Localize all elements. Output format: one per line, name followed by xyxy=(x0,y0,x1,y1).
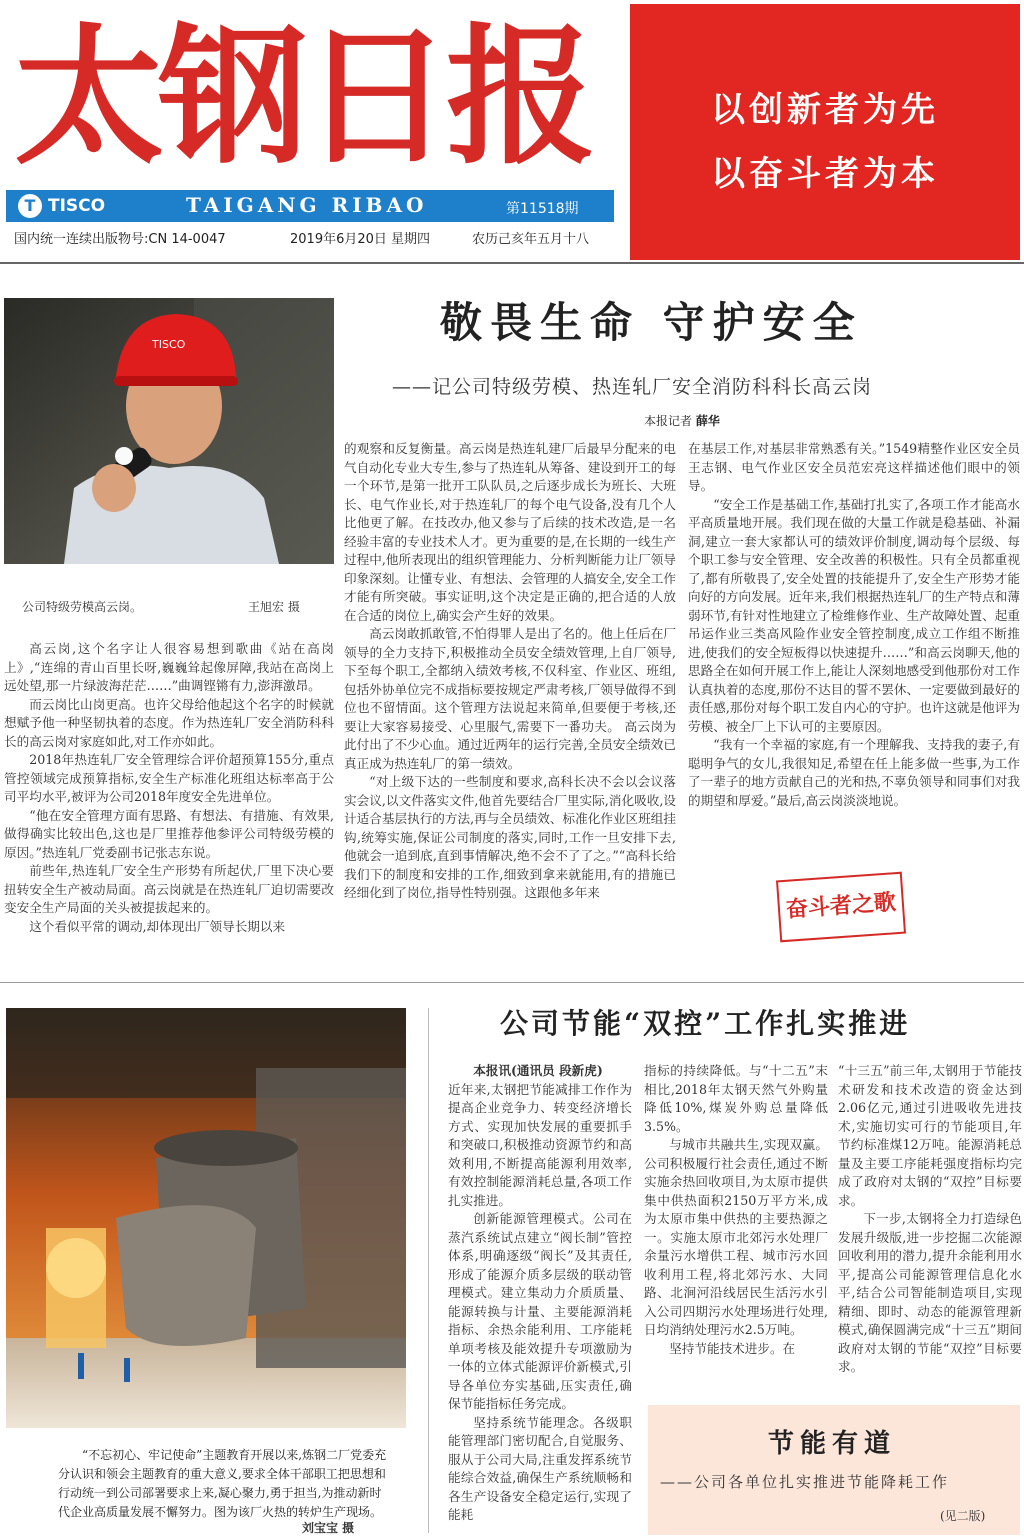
issue-number: 第11518期 xyxy=(506,201,579,217)
furnace-caption: “不忘初心、牢记使命”主题教育开展以来,炼钢二厂党委充分认识和领会主题教育的重大意义,要求全体干部职工把思想和行动统一到公司部署要求上来,凝心聚力,勇于担当,为推动新时代企业高质量发展不懈努力。图为该厂火热的转炉生产现场。 xyxy=(58,1448,387,1519)
paragraph: 高云岗敢抓敢管,不怕得罪人是出了名的。他上任后在厂领导的全力支持下,积极推动全员安全绩效管理,上自厂领导,下至每个职工,全都纳入绩效考核,不仅科室、作业区、班组,包括外协单位完不成指标要按规定严肃考核,厂领导做得不到位也不留情面。这个管理方法说起来简单,但要便于考核,还要让大家容易接受、心里服气,需要下一番功夫。 高云岗为此付出了不少心血。通过近两年的运行完善,全员安全绩效已真正成为热连轧厂的第一绩效。 xyxy=(344,626,676,771)
lead-label: 本报讯 xyxy=(473,1063,511,1078)
paragraph: 创新能源管理模式。公司在蒸汽系统试点建立“阀长制”管控体系,明确逐级“阀长”及其责任,形成了能源介质多层级的联动管理模式。建立集动力介质质量、能源转换与计量、主要能源消耗指标、余热余能利用、工序能耗单项考核及能效提升专项激励为一体的立体式能源评价新模式,引导各单位夯实基础,压实责任,确保节能指标任务完成。 xyxy=(448,1211,632,1411)
furnace-credit: 刘宝宝 摄 xyxy=(302,1521,355,1535)
publication-date: 2019年6月20日 星期四 xyxy=(290,232,431,247)
paragraph: “安全工作是基础工作,基础打扎实了,各项工作才能高水平高质量地开展。我们现在做的大量工作就是稳基础、补漏洞,建立一套大家都认可的绩效评价制度,调动每个层级、每个职工参与安全管理、安全改善的积极性。只有全员都重视了,都有所敬畏了,安全处置的技能提升了,安全生产形势才能向好的方向发展。近年来,我们根据热连轧厂的生产特点和薄弱环节,有针对性地建立了检维修作业、生产故障处置、起重吊运作业三类高风险作业安全管控制度,成立工作组不断推进,使我们的安全短板得以快速提升……”和高云岗聊天,他的思路全在如何开展工作上,能让人深刻地感受到他那份对工作认真执着的态度,那份不达目的誓不罢休、一定要做到最好的责任感,那份对每个职工发自内心的守护。也许这就是他评为劳模、被全厂上下认可的主要原因。 xyxy=(688,496,1020,734)
tisco-logo-icon: T xyxy=(18,194,42,218)
article1-column-1 xyxy=(4,640,334,960)
publication-info xyxy=(14,228,614,248)
paragraph: “他在安全管理方面有思路、有想法、有措施、有效果,做得确实比较出色,这也是厂里推荐他参评公司特级劳模的原因。”热连轧厂党委副书记张志东说。 xyxy=(4,807,334,860)
paragraph: 坚持节能技术进步。在 xyxy=(669,1340,796,1356)
paragraph: 的观察和反复衡量。高云岗是热连轧建厂后最早分配来的电气自动化专业大专生,参与了热连轧从筹备、建设到开工的每一个环节,是第一批开工队队员,之后逐步成长为班长、大班长、电气作业长,对于热连轧厂的每个电气设备,没有几个人比他更了解。在技改办,他又参与了后续的技术改造,是一名经验丰富的专业技术人才。更为重要的是,在长期的一线生产过程中,他所表现出的组织管理能力、分析判断能力让厂领导印象深刻。让懂专业、有想法、会管理的人搞安全,安全工作才能有所突破。事实证明,这个决定是正确的,把合适的人放在合适的岗位上,确实会产生好的效果。 xyxy=(344,441,676,623)
tisco-logo-text: TISCO xyxy=(48,196,106,216)
masthead-bar xyxy=(6,190,614,222)
furnace-photo xyxy=(6,1008,406,1428)
paragraph: “对上级下达的一些制度和要求,高科长决不会以会议落实会议,以文件落实文件,他首先要结合厂里实际,消化吸收,设计适合基层执行的方法,再与全员绩效、标准化作业区班组挂钩,统筹实施,保证公司制度的落实,同时,工作一旦安排下去,他就会一追到底,直到事情解决,绝不会不了了之。”“高科长给我们下的制度和安排的工作,细致到拿来就能用,有的措施已经细化到了岗位,指导性特别强。这跟他多年来 xyxy=(344,774,676,900)
article2-title: 公司节能“双控”工作扎实推进 xyxy=(500,1007,911,1040)
byline-label: 本报记者 xyxy=(644,414,693,428)
byline-name: 薛华 xyxy=(695,414,720,428)
masthead-divider xyxy=(0,262,1024,264)
slogan-box xyxy=(630,4,1020,260)
paragraph: 在基层工作,对基层非常熟悉有关。”1549精整作业区安全员王志钢、电气作业区安全员范宏亮这样描述他们眼中的领导。 xyxy=(688,441,1020,493)
slogan-line-1: 以创新者为先 xyxy=(711,90,939,130)
tisco-logo xyxy=(18,192,105,220)
lunar-date: 农历己亥年五月十八 xyxy=(472,232,590,247)
newspaper-title: 太钢日报 xyxy=(14,9,591,185)
promo-subtitle: ——公司各单位扎实推进节能降耗工作 xyxy=(660,1473,950,1491)
portrait-credit: 王旭宏 摄 xyxy=(248,600,300,614)
article2-column-3 xyxy=(838,1062,1022,1392)
paragraph: 近年来,太钢把节能减排工作作为提高企业竞争力、转变经济增长方式、实现加快发展的重要抓手和突破口,积极推动资源节约和高效利用,不断提高能源利用效率,有效控制能源消耗总量,各项工作扎实推进。 xyxy=(448,1081,632,1208)
lead-line xyxy=(448,1062,632,1081)
column-stamp: 奋斗者之歌 xyxy=(776,872,906,943)
paragraph: 这个看似平常的调动,却体现出厂领导长期以来 xyxy=(29,918,286,934)
paragraph: 与城市共融共生,实现双赢。公司积极履行社会责任,通过不断实施余热回收项目,为太原市提供集中供热面积2150万平方米,成为太原市集中供热的主要热源之一。实施太原市北郊污水处理厂余量污水增供工程、城市污水回收利用工程,将北郊污水、大同路、北涧河沿线居民生活污水引入公司四期污水处理场进行处理,日均消纳处理污水2.5万吨。 xyxy=(644,1137,828,1337)
article1-column-3 xyxy=(688,440,1020,860)
svg-text:TISCO: TISCO xyxy=(152,338,186,351)
paragraph: 指标的持续降低。与“十二五”末相比,2018年太钢天然气外购量降低10%,煤炭外购总量降低3.5%。 xyxy=(644,1063,828,1134)
promo-page-ref[interactable]: (见二版) xyxy=(940,1509,986,1523)
paragraph: 而云岗比山岗更高。也许父母给他起这个名字的时候就想赋予他一种坚韧执着的态度。作为热连轧厂安全消防科科长的高云岗对家庭如此,对工作亦如此。 xyxy=(4,696,334,749)
promo-title: 节能有道 xyxy=(768,1429,897,1459)
article2-column-1 xyxy=(448,1062,632,1536)
article1-title: 敬畏生命 守护安全 xyxy=(440,298,863,347)
article1-byline xyxy=(644,412,720,429)
article1-column-2 xyxy=(344,440,676,960)
paragraph: “十三五”前三年,太钢用于节能技术研发和技术改造的资金达到2.06亿元,通过引进吸收先进技术,实施切实可行的节能项目,年节约标准煤12万吨。能源消耗总量及主要工序能耗强度指标均完成了政府对太钢的“双控”目标要求。 xyxy=(838,1063,1022,1208)
portrait-photo xyxy=(4,298,334,564)
publication-number: 国内统一连续出版物号:CN 14-0047 xyxy=(14,232,226,247)
slogan-line-2: 以奋斗者为本 xyxy=(711,154,939,194)
column-divider xyxy=(428,1008,429,1533)
lead-author: (通讯员 段新虎) xyxy=(510,1063,603,1078)
article2-column-2 xyxy=(644,1062,828,1392)
paragraph: 2018年热连轧厂安全管理综合评价超预算155分,重点管控领域完成预算指标,安全生产标准化班组达标率高于公司平均水平,被评为公司2018年度安全先进单位。 xyxy=(4,752,334,804)
paragraph: “我有一个幸福的家庭,有一个理解我、支持我的妻子,有聪明争气的女儿,我很知足,希望在任上能多做一些事,为工作了一辈子的地方贡献自己的光和热,不辜负领导和同事们对我的期望和厚爱。”最后,高云岗淡淡地说。 xyxy=(688,737,1020,808)
section-divider xyxy=(0,982,1024,983)
masthead-pinyin: TAIGANG RIBAO xyxy=(186,193,428,217)
portrait-caption: 公司特级劳模高云岗。 xyxy=(22,600,143,614)
article1-subtitle: ——记公司特级劳模、热连轧厂安全消防科科长高云岗 xyxy=(392,376,873,398)
promo-box[interactable] xyxy=(648,1405,1020,1535)
paragraph: 前些年,热连轧厂安全生产形势有所起伏,厂里下决心要扭转安全生产被动局面。高云岗就是在热连轧厂迫切需要改变安全生产局面的关头被提拔起来的。 xyxy=(4,863,334,915)
paragraph: 下一步,太钢将全力打造绿色发展升级版,进一步挖掘二次能源回收利用的潜力,提升余能利用水平,提高公司能源管理信息化水平,结合公司智能制造项目,实现精细、即时、动态的能源管理新模式,确保圆满完成“十三五”期间政府对太钢的节能“双控”目标要求。 xyxy=(838,1211,1022,1374)
paragraph: 高云岗,这个名字让人很容易想到歌曲《站在高岗上》,“连绵的青山百里长呀,巍巍耸起像屏障,我站在高岗上远处望,那一片绿波海茫茫……”曲调铿锵有力,澎湃激昂。 xyxy=(4,641,334,693)
paragraph: 坚持系统节能理念。各级职能管理部门密切配合,自觉服务、服从于公司大局,注重发挥系统节能综合效益,确保生产系统顺畅和各生产设备安全稳定运行,实现了能耗 xyxy=(448,1414,632,1522)
